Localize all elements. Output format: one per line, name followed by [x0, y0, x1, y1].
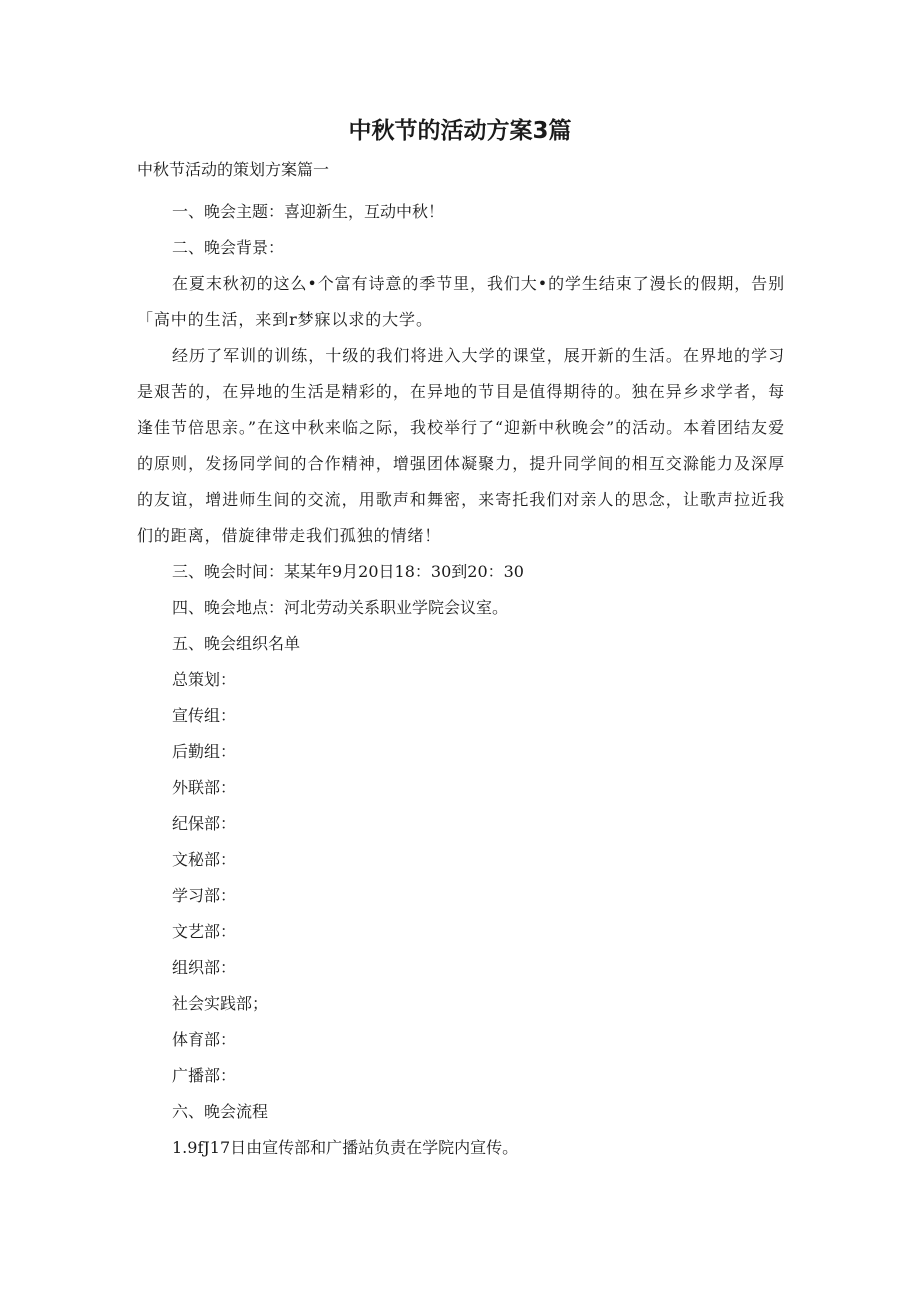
org-list-item: 学习部： [172, 886, 237, 905]
section-location: 四、晚会地点：河北劳动关系职业学院会议室。 [172, 598, 509, 617]
org-list-item: 组织部： [172, 958, 237, 977]
document-title: 中秋节的活动方案3篇 [348, 118, 572, 144]
background-paragraph-1: 在夏末秋初的这么•个富有诗意的季节里，我们大•的学生结束了漫长的假期，告别「高中的生活，来到r梦寐以求的大学。 [137, 274, 785, 329]
org-list-item: 文艺部： [172, 922, 237, 941]
section-background-heading: 二、晚会背景： [172, 238, 285, 257]
org-list-item: 体育部： [172, 1030, 237, 1049]
org-list-item: 社会实践部； [172, 994, 269, 1013]
document-subtitle: 中秋节活动的策划方案篇一 [137, 160, 330, 179]
org-list-item: 文秘部： [172, 850, 237, 869]
section-theme: 一、晚会主题：喜迎新生，互动中秋！ [172, 202, 445, 221]
background-paragraph-2: 经历了军训的训练，十级的我们将进入大学的课堂，展开新的生活。在界地的学习是艰苦的，在异地的生活是精彩的，在异地的节目是值得期待的。独在异乡求学者，每逢佳节倍思亲。”在这中秋来临之际，我校举行了“迎新中秋晚会”的活动。本着团结友爱的原则，发扬同学间的合作精神，增强团体凝聚力，提升同学间的相互交滁能力及深厚的友谊，增进师生间的交流，用歌声和舞密，来寄托我们对亲人的思念，让歌声拉近我们的距离，借旋律带走我们孤独的情绪！ [137, 346, 785, 545]
org-list-item: 后勤组： [172, 742, 237, 761]
org-list-item: 广播部： [172, 1066, 237, 1085]
section-time: 三、晚会时间：某某年9月20日18：30到20：30 [172, 562, 524, 581]
section-org-heading: 五、晚会组织名单 [172, 634, 301, 653]
section-flow-heading: 六、晚会流程 [172, 1102, 269, 1121]
flow-item-1: 1.9fJ17日由宣传部和广播站负责在学院内宣传。 [172, 1138, 519, 1157]
document-body [137, 194, 785, 1166]
org-list-item: 外联部： [172, 778, 237, 797]
org-list-item: 总策划： [172, 670, 237, 689]
org-list-item: 纪保部： [172, 814, 237, 833]
org-list-item: 宣传组： [172, 706, 237, 725]
